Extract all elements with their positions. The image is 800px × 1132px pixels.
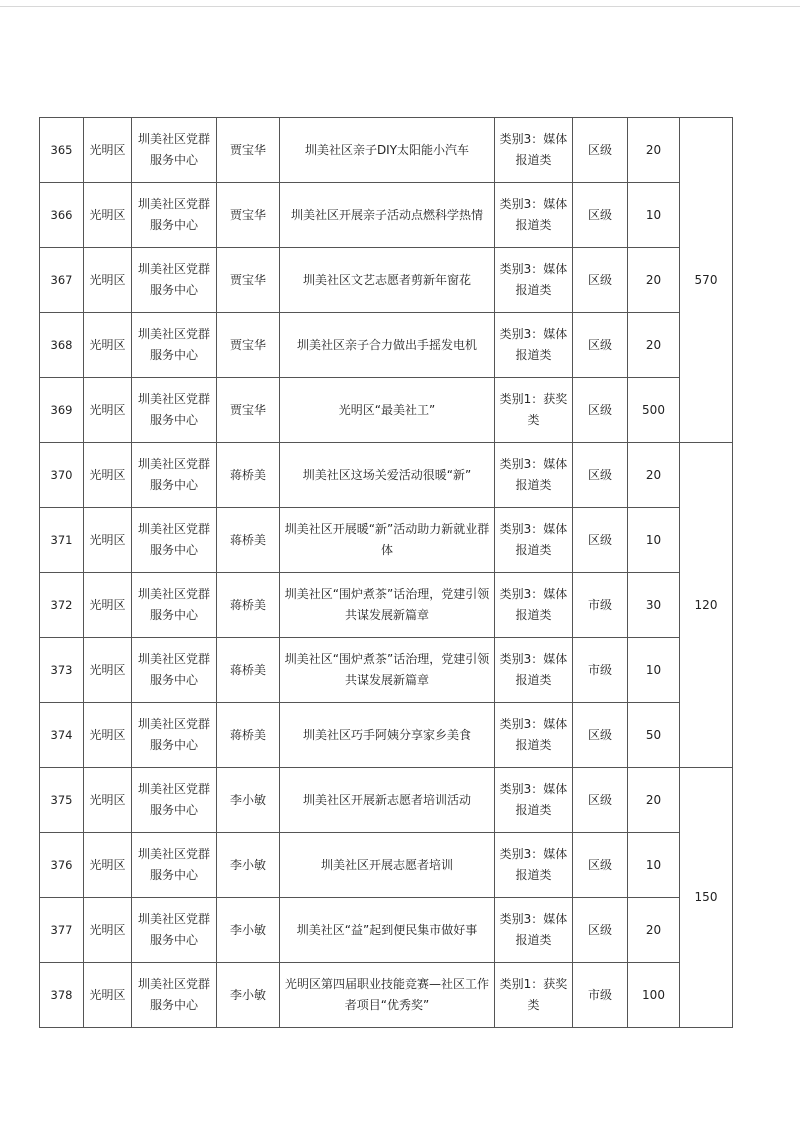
district-cell: 光明区	[84, 768, 132, 833]
organization-cell	[132, 638, 217, 703]
category-cell	[495, 378, 573, 443]
organization-cell-line: 圳美社区党群	[137, 262, 210, 276]
category-cell	[495, 833, 573, 898]
category-cell	[495, 508, 573, 573]
organization-cell	[132, 573, 217, 638]
score-cell: 10	[628, 833, 680, 898]
organization-cell-line: 圳美社区党群	[137, 197, 210, 211]
item-title-cell	[280, 573, 495, 638]
district-cell: 光明区	[84, 703, 132, 768]
person-cell: 李小敏	[217, 833, 280, 898]
score-cell: 30	[628, 573, 680, 638]
item-title-cell-line: 光明区“最美社工”	[338, 402, 436, 417]
organization-cell-line: 服务中心	[149, 218, 198, 232]
score-cell: 50	[628, 703, 680, 768]
item-title-cell	[280, 313, 495, 378]
category-cell-line: 类	[527, 998, 540, 1012]
district-cell: 光明区	[84, 118, 132, 183]
category-cell	[495, 313, 573, 378]
organization-cell-line: 圳美社区党群	[137, 912, 210, 926]
table-row	[40, 768, 733, 833]
organization-cell	[132, 703, 217, 768]
organization-cell-line: 服务中心	[149, 933, 198, 947]
category-cell-line: 报道类	[515, 738, 552, 752]
item-title-cell-line: 者项目“优秀奖”	[344, 998, 430, 1012]
row-number: 369	[40, 378, 84, 443]
table-row	[40, 118, 733, 183]
table-row	[40, 508, 733, 573]
level-cell: 市级	[573, 573, 628, 638]
category-cell	[495, 703, 573, 768]
table-row	[40, 638, 733, 703]
row-number: 375	[40, 768, 84, 833]
category-cell	[495, 248, 573, 313]
item-title-cell-line: 圳美社区开展志愿者培训	[320, 857, 453, 872]
total-score-cell: 120	[680, 443, 733, 768]
organization-cell	[132, 898, 217, 963]
category-cell-line: 报道类	[515, 283, 552, 297]
item-title-cell	[280, 248, 495, 313]
category-cell-line: 报道类	[515, 933, 552, 947]
organization-cell-line: 圳美社区党群	[137, 522, 210, 536]
score-cell: 500	[628, 378, 680, 443]
item-title-cell-line: 圳美社区“围炉煮茶”话治理，党建引领	[284, 652, 490, 666]
row-number: 374	[40, 703, 84, 768]
category-cell-line: 类别1：获奖	[499, 977, 568, 991]
table-row	[40, 573, 733, 638]
organization-cell-line: 圳美社区党群	[137, 782, 210, 796]
row-number: 372	[40, 573, 84, 638]
level-cell: 区级	[573, 443, 628, 508]
district-cell: 光明区	[84, 833, 132, 898]
district-cell: 光明区	[84, 443, 132, 508]
district-cell: 光明区	[84, 963, 132, 1028]
item-title-cell	[280, 963, 495, 1028]
item-title-cell-line: 圳美社区这场关爱活动很暖“新”	[302, 467, 472, 482]
organization-cell-line: 圳美社区党群	[137, 652, 210, 666]
organization-cell-line: 服务中心	[149, 348, 198, 362]
category-cell-line: 报道类	[515, 543, 552, 557]
category-cell-line: 类别1：获奖	[499, 392, 568, 406]
organization-cell	[132, 378, 217, 443]
person-cell: 蒋桥美	[217, 443, 280, 508]
table-row	[40, 898, 733, 963]
level-cell: 区级	[573, 508, 628, 573]
score-cell: 20	[628, 313, 680, 378]
organization-cell-line: 圳美社区党群	[137, 327, 210, 341]
item-title-cell	[280, 768, 495, 833]
organization-cell-line: 服务中心	[149, 673, 198, 687]
organization-cell-line: 服务中心	[149, 738, 198, 752]
organization-cell	[132, 833, 217, 898]
person-cell: 蒋桥美	[217, 638, 280, 703]
district-cell: 光明区	[84, 638, 132, 703]
organization-cell-line: 服务中心	[149, 283, 198, 297]
item-title-cell-line: 共谋发展新篇章	[344, 673, 429, 687]
table-body	[40, 118, 733, 1028]
organization-cell-line: 圳美社区党群	[137, 717, 210, 731]
level-cell: 区级	[573, 378, 628, 443]
organization-cell-line: 圳美社区党群	[137, 847, 210, 861]
level-cell: 区级	[573, 248, 628, 313]
district-cell: 光明区	[84, 183, 132, 248]
category-cell-line: 报道类	[515, 348, 552, 362]
person-cell: 李小敏	[217, 768, 280, 833]
category-cell-line: 类别3：媒体	[499, 262, 568, 276]
row-number: 370	[40, 443, 84, 508]
row-number: 378	[40, 963, 84, 1028]
level-cell: 区级	[573, 118, 628, 183]
organization-cell	[132, 248, 217, 313]
table-row	[40, 378, 733, 443]
category-cell-line: 类别3：媒体	[499, 327, 568, 341]
category-cell-line: 类别3：媒体	[499, 457, 568, 471]
table-row	[40, 703, 733, 768]
table-row	[40, 443, 733, 508]
table-row	[40, 963, 733, 1028]
level-cell: 区级	[573, 898, 628, 963]
item-title-cell-line: 圳美社区巧手阿姨分享家乡美食	[302, 727, 471, 742]
district-cell: 光明区	[84, 573, 132, 638]
category-cell-line: 类别3：媒体	[499, 782, 568, 796]
score-cell: 20	[628, 248, 680, 313]
category-cell-line: 类别3：媒体	[499, 132, 568, 146]
category-cell-line: 类别3：媒体	[499, 652, 568, 666]
organization-cell	[132, 768, 217, 833]
district-cell: 光明区	[84, 248, 132, 313]
item-title-cell-line: 圳美社区“益”起到便民集市做好事	[296, 922, 478, 937]
category-cell-line: 报道类	[515, 218, 552, 232]
row-number: 366	[40, 183, 84, 248]
row-number: 365	[40, 118, 84, 183]
table-row	[40, 248, 733, 313]
person-cell: 贾宝华	[217, 183, 280, 248]
category-cell-line: 类	[527, 413, 540, 427]
organization-cell-line: 圳美社区党群	[137, 977, 210, 991]
organization-cell-line: 圳美社区党群	[137, 132, 210, 146]
organization-cell-line: 圳美社区党群	[137, 587, 210, 601]
score-cell: 20	[628, 118, 680, 183]
level-cell: 区级	[573, 833, 628, 898]
item-title-cell-line: 圳美社区亲子合力做出手摇发电机	[296, 337, 477, 352]
person-cell: 蒋桥美	[217, 703, 280, 768]
level-cell: 区级	[573, 313, 628, 378]
row-number: 376	[40, 833, 84, 898]
row-number: 373	[40, 638, 84, 703]
organization-cell-line: 圳美社区党群	[137, 457, 210, 471]
category-cell-line: 类别3：媒体	[499, 847, 568, 861]
table-row	[40, 183, 733, 248]
category-cell-line: 类别3：媒体	[499, 522, 568, 536]
score-cell: 20	[628, 768, 680, 833]
row-number: 368	[40, 313, 84, 378]
person-cell: 贾宝华	[217, 313, 280, 378]
item-title-cell	[280, 898, 495, 963]
category-cell	[495, 963, 573, 1028]
organization-cell	[132, 313, 217, 378]
table-row	[40, 313, 733, 378]
item-title-cell-line: 圳美社区文艺志愿者剪新年窗花	[302, 272, 471, 287]
category-cell-line: 报道类	[515, 478, 552, 492]
organization-cell-line: 服务中心	[149, 478, 198, 492]
score-cell: 20	[628, 898, 680, 963]
organization-cell-line: 服务中心	[149, 413, 198, 427]
category-cell-line: 类别3：媒体	[499, 912, 568, 926]
level-cell: 区级	[573, 183, 628, 248]
item-title-cell-line: 体	[380, 543, 393, 557]
item-title-cell-line: 光明区第四届职业技能竞赛—社区工作	[284, 977, 489, 991]
score-cell: 10	[628, 183, 680, 248]
score-cell: 10	[628, 638, 680, 703]
organization-cell	[132, 118, 217, 183]
organization-cell-line: 服务中心	[149, 543, 198, 557]
level-cell: 区级	[573, 768, 628, 833]
item-title-cell	[280, 703, 495, 768]
score-cell: 100	[628, 963, 680, 1028]
item-title-cell	[280, 508, 495, 573]
organization-cell-line: 服务中心	[149, 803, 198, 817]
district-cell: 光明区	[84, 508, 132, 573]
page-top-rule	[0, 6, 800, 7]
category-cell	[495, 768, 573, 833]
category-cell-line: 类别3：媒体	[499, 717, 568, 731]
item-title-cell	[280, 183, 495, 248]
category-cell-line: 报道类	[515, 153, 552, 167]
total-score-cell: 570	[680, 118, 733, 443]
category-cell	[495, 638, 573, 703]
district-cell: 光明区	[84, 898, 132, 963]
category-cell-line: 类别3：媒体	[499, 587, 568, 601]
district-cell: 光明区	[84, 378, 132, 443]
category-cell-line: 报道类	[515, 673, 552, 687]
score-table	[39, 117, 733, 1028]
score-cell: 20	[628, 443, 680, 508]
total-score-cell: 150	[680, 768, 733, 1028]
organization-cell-line: 服务中心	[149, 868, 198, 882]
category-cell-line: 类别3：媒体	[499, 197, 568, 211]
category-cell-line: 报道类	[515, 608, 552, 622]
category-cell	[495, 573, 573, 638]
category-cell-line: 报道类	[515, 868, 552, 882]
person-cell: 贾宝华	[217, 118, 280, 183]
item-title-cell-line: 圳美社区开展暖“新”活动助力新就业群	[284, 522, 490, 536]
person-cell: 贾宝华	[217, 378, 280, 443]
category-cell-line: 报道类	[515, 803, 552, 817]
table-row	[40, 833, 733, 898]
item-title-cell-line: 圳美社区亲子DIY太阳能小汽车	[304, 142, 470, 157]
organization-cell	[132, 183, 217, 248]
item-title-cell-line: 圳美社区“围炉煮茶”话治理，党建引领	[284, 587, 490, 601]
organization-cell	[132, 508, 217, 573]
organization-cell	[132, 963, 217, 1028]
organization-cell-line: 服务中心	[149, 998, 198, 1012]
organization-cell	[132, 443, 217, 508]
row-number: 377	[40, 898, 84, 963]
organization-cell-line: 服务中心	[149, 153, 198, 167]
item-title-cell	[280, 443, 495, 508]
score-table-sheet	[39, 117, 732, 1028]
row-number: 367	[40, 248, 84, 313]
category-cell	[495, 118, 573, 183]
item-title-cell-line: 共谋发展新篇章	[344, 608, 429, 622]
organization-cell-line: 服务中心	[149, 608, 198, 622]
organization-cell-line: 圳美社区党群	[137, 392, 210, 406]
person-cell: 李小敏	[217, 898, 280, 963]
category-cell	[495, 898, 573, 963]
category-cell	[495, 183, 573, 248]
item-title-cell	[280, 638, 495, 703]
level-cell: 区级	[573, 703, 628, 768]
person-cell: 李小敏	[217, 963, 280, 1028]
row-number: 371	[40, 508, 84, 573]
item-title-cell	[280, 378, 495, 443]
item-title-cell	[280, 833, 495, 898]
item-title-cell-line: 圳美社区开展亲子活动点燃科学热情	[290, 207, 483, 222]
score-cell: 10	[628, 508, 680, 573]
person-cell: 蒋桥美	[217, 508, 280, 573]
item-title-cell	[280, 118, 495, 183]
person-cell: 蒋桥美	[217, 573, 280, 638]
level-cell: 市级	[573, 963, 628, 1028]
category-cell	[495, 443, 573, 508]
person-cell: 贾宝华	[217, 248, 280, 313]
level-cell: 市级	[573, 638, 628, 703]
district-cell: 光明区	[84, 313, 132, 378]
item-title-cell-line: 圳美社区开展新志愿者培训活动	[302, 792, 471, 807]
